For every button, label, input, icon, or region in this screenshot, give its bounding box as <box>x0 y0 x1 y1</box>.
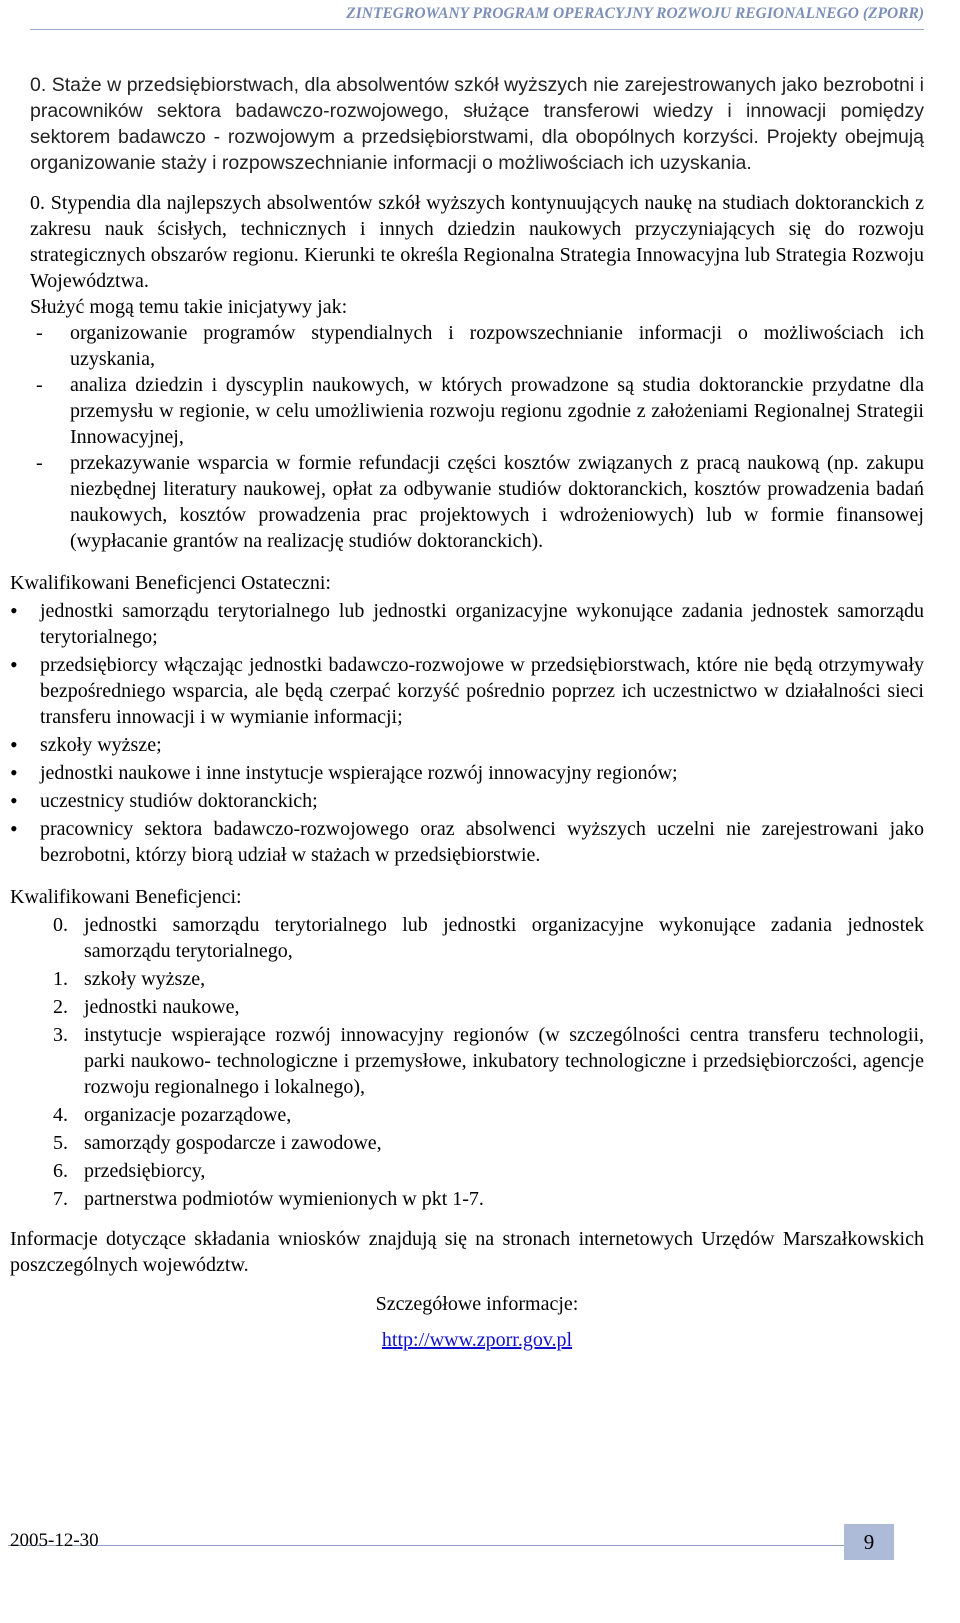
item-text: partnerstwa podmiotów wymienionych w pkt 1-7. <box>84 1188 484 1210</box>
list-item <box>10 1022 924 1100</box>
footer-date: 2005-12-30 <box>10 1530 99 1551</box>
item-number: 5. <box>53 1132 68 1154</box>
initiatives-intro: Służyć mogą temu takie inicjatywy jak: <box>30 296 348 318</box>
list-item <box>10 1186 924 1212</box>
list-item: • przedsiębiorcy włączając jednostki badawczo-rozwojowe w przedsiębiorstwach, które nie będą otrzymywały bezpośredniego wsparcia, ale będą czerpać korzyść pośrednio poprzez ich uczestnictwo w działalności sieci transferu innowacji i w wymianie informacji; <box>10 652 924 730</box>
final-beneficiaries-heading: Kwalifikowani Beneficjenci Ostateczni: <box>10 572 331 594</box>
paragraph-stypendia: 0. Stypendia dla najlepszych absolwentów szkół wyższych kontynuujących naukę na studiach doktoranckich z zakresu nauk ścisłych, technicznych i innych dziedzin naukowych przyczyniających się do rozwoju strategicznych obszarów regionu. Kierunki te określa Regionalna Strategia Innowacyjna lub Strategia Rozwoju Województwa. <box>30 192 924 292</box>
item-text: jednostki naukowe, <box>84 996 240 1018</box>
item-text: samorządy gospodarcze i zawodowe, <box>84 1132 382 1154</box>
page-content <box>10 72 924 1353</box>
list-item <box>10 994 924 1020</box>
item-text: szkoły wyższe, <box>84 968 206 990</box>
header-divider <box>30 29 924 30</box>
list-item: • szkoły wyższe; <box>10 732 924 758</box>
zporr-website-link[interactable]: http://www.zporr.gov.pl <box>381 1329 573 1351</box>
item-number: 4. <box>53 1104 68 1126</box>
item-number: 3. <box>53 1024 68 1046</box>
list-item: • pracownicy sektora badawczo-rozwojowego oraz absolwenci wyższych uczelni nie zarejestrowani jako bezrobotni, którzy biorą udział w stażach w przedsiębiorstwie. <box>10 816 924 868</box>
item-number: 6. <box>53 1160 68 1182</box>
page-number: 9 <box>844 1524 894 1560</box>
beneficiaries-heading: Kwalifikowani Beneficjenci: <box>10 886 242 908</box>
beneficiaries-list <box>10 912 924 1212</box>
list-item: - organizowanie programów stypendialnych i rozpowszechnianie informacji o możliwościach ich uzyskania, <box>30 320 924 372</box>
item-text: instytucje wspierające rozwój innowacyjny regionów (w szczególności centra transferu technologii, parki naukowo- technologiczne i przemysłowe, inkubatory technologiczne i przedsiębiorczości, agencje rozwoju regionalnego i lokalnego), <box>84 1024 924 1098</box>
list-item <box>10 966 924 992</box>
list-item <box>10 1130 924 1156</box>
item-number: 0. <box>53 914 68 936</box>
list-item: - analiza dziedzin i dyscyplin naukowych, w których prowadzone są studia doktoranckie przydatne dla przemysłu w regionie, w celu umożliwienia rozwoju regionu zgodnie z założeniami Regionalnej Strategii Innowacyjnej, <box>30 372 924 450</box>
running-header: ZINTEGROWANY PROGRAM OPERACYJNY ROZWOJU REGIONALNEGO (ZPORR) <box>346 5 924 22</box>
list-item <box>10 1158 924 1184</box>
closing-paragraph: Informacje dotyczące składania wniosków znajdują się na stronach internetowych Urzędów Marszałkowskich poszczególnych województw. <box>10 1228 924 1276</box>
footer-divider <box>8 1545 888 1546</box>
item-number: 1. <box>53 968 68 990</box>
link-line <box>30 1327 924 1353</box>
list-item: • jednostki naukowe i inne instytucje wspierające rozwój innowacyjny regionów; <box>10 760 924 786</box>
item-number: 7. <box>53 1188 68 1210</box>
list-item <box>10 1102 924 1128</box>
item-text: przedsiębiorcy, <box>84 1160 206 1182</box>
initiatives-list <box>30 320 924 554</box>
list-item: - przekazywanie wsparcia w formie refundacji części kosztów związanych z pracą naukową (np. zakupu niezbędnej literatury naukowej, opłat za odbywanie studiów doktoranckich, kosztów prowadzenia badań naukowych, kosztów prowadzenia prac projektowych i wdrożeniowych) lub w formie finansowej (wypłacanie grantów na realizację studiów doktoranckich). <box>30 450 924 554</box>
list-item: • uczestnicy studiów doktoranckich; <box>10 788 924 814</box>
list-item: • jednostki samorządu terytorialnego lub jednostki organizacyjne wykonujące zadania jednostek samorządu terytorialnego; <box>10 598 924 650</box>
list-item <box>10 912 924 964</box>
final-beneficiaries-list <box>10 598 924 868</box>
item-text: organizacje pozarządowe, <box>84 1104 292 1126</box>
item-number: 2. <box>53 996 68 1018</box>
paragraph-staze: 0. Staże w przedsiębiorstwach, dla absolwentów szkół wyższych nie zarejestrowanych jako bezrobotni i pracowników sektora badawczo-rozwojowego, służące transferowi wiedzy i innowacji pomiędzy sektorem badawczo - rozwojowym a przedsiębiorstwami, dla obopólnych korzyści. Projekty obejmują organizowanie staży i rozpowszechnianie informacji o możliwościach ich uzyskania. <box>30 74 924 174</box>
item-text: jednostki samorządu terytorialnego lub jednostki organizacyjne wykonujące zadania jednostek samorządu terytorialnego, <box>84 914 924 962</box>
details-label: Szczegółowe informacje: <box>375 1293 579 1315</box>
